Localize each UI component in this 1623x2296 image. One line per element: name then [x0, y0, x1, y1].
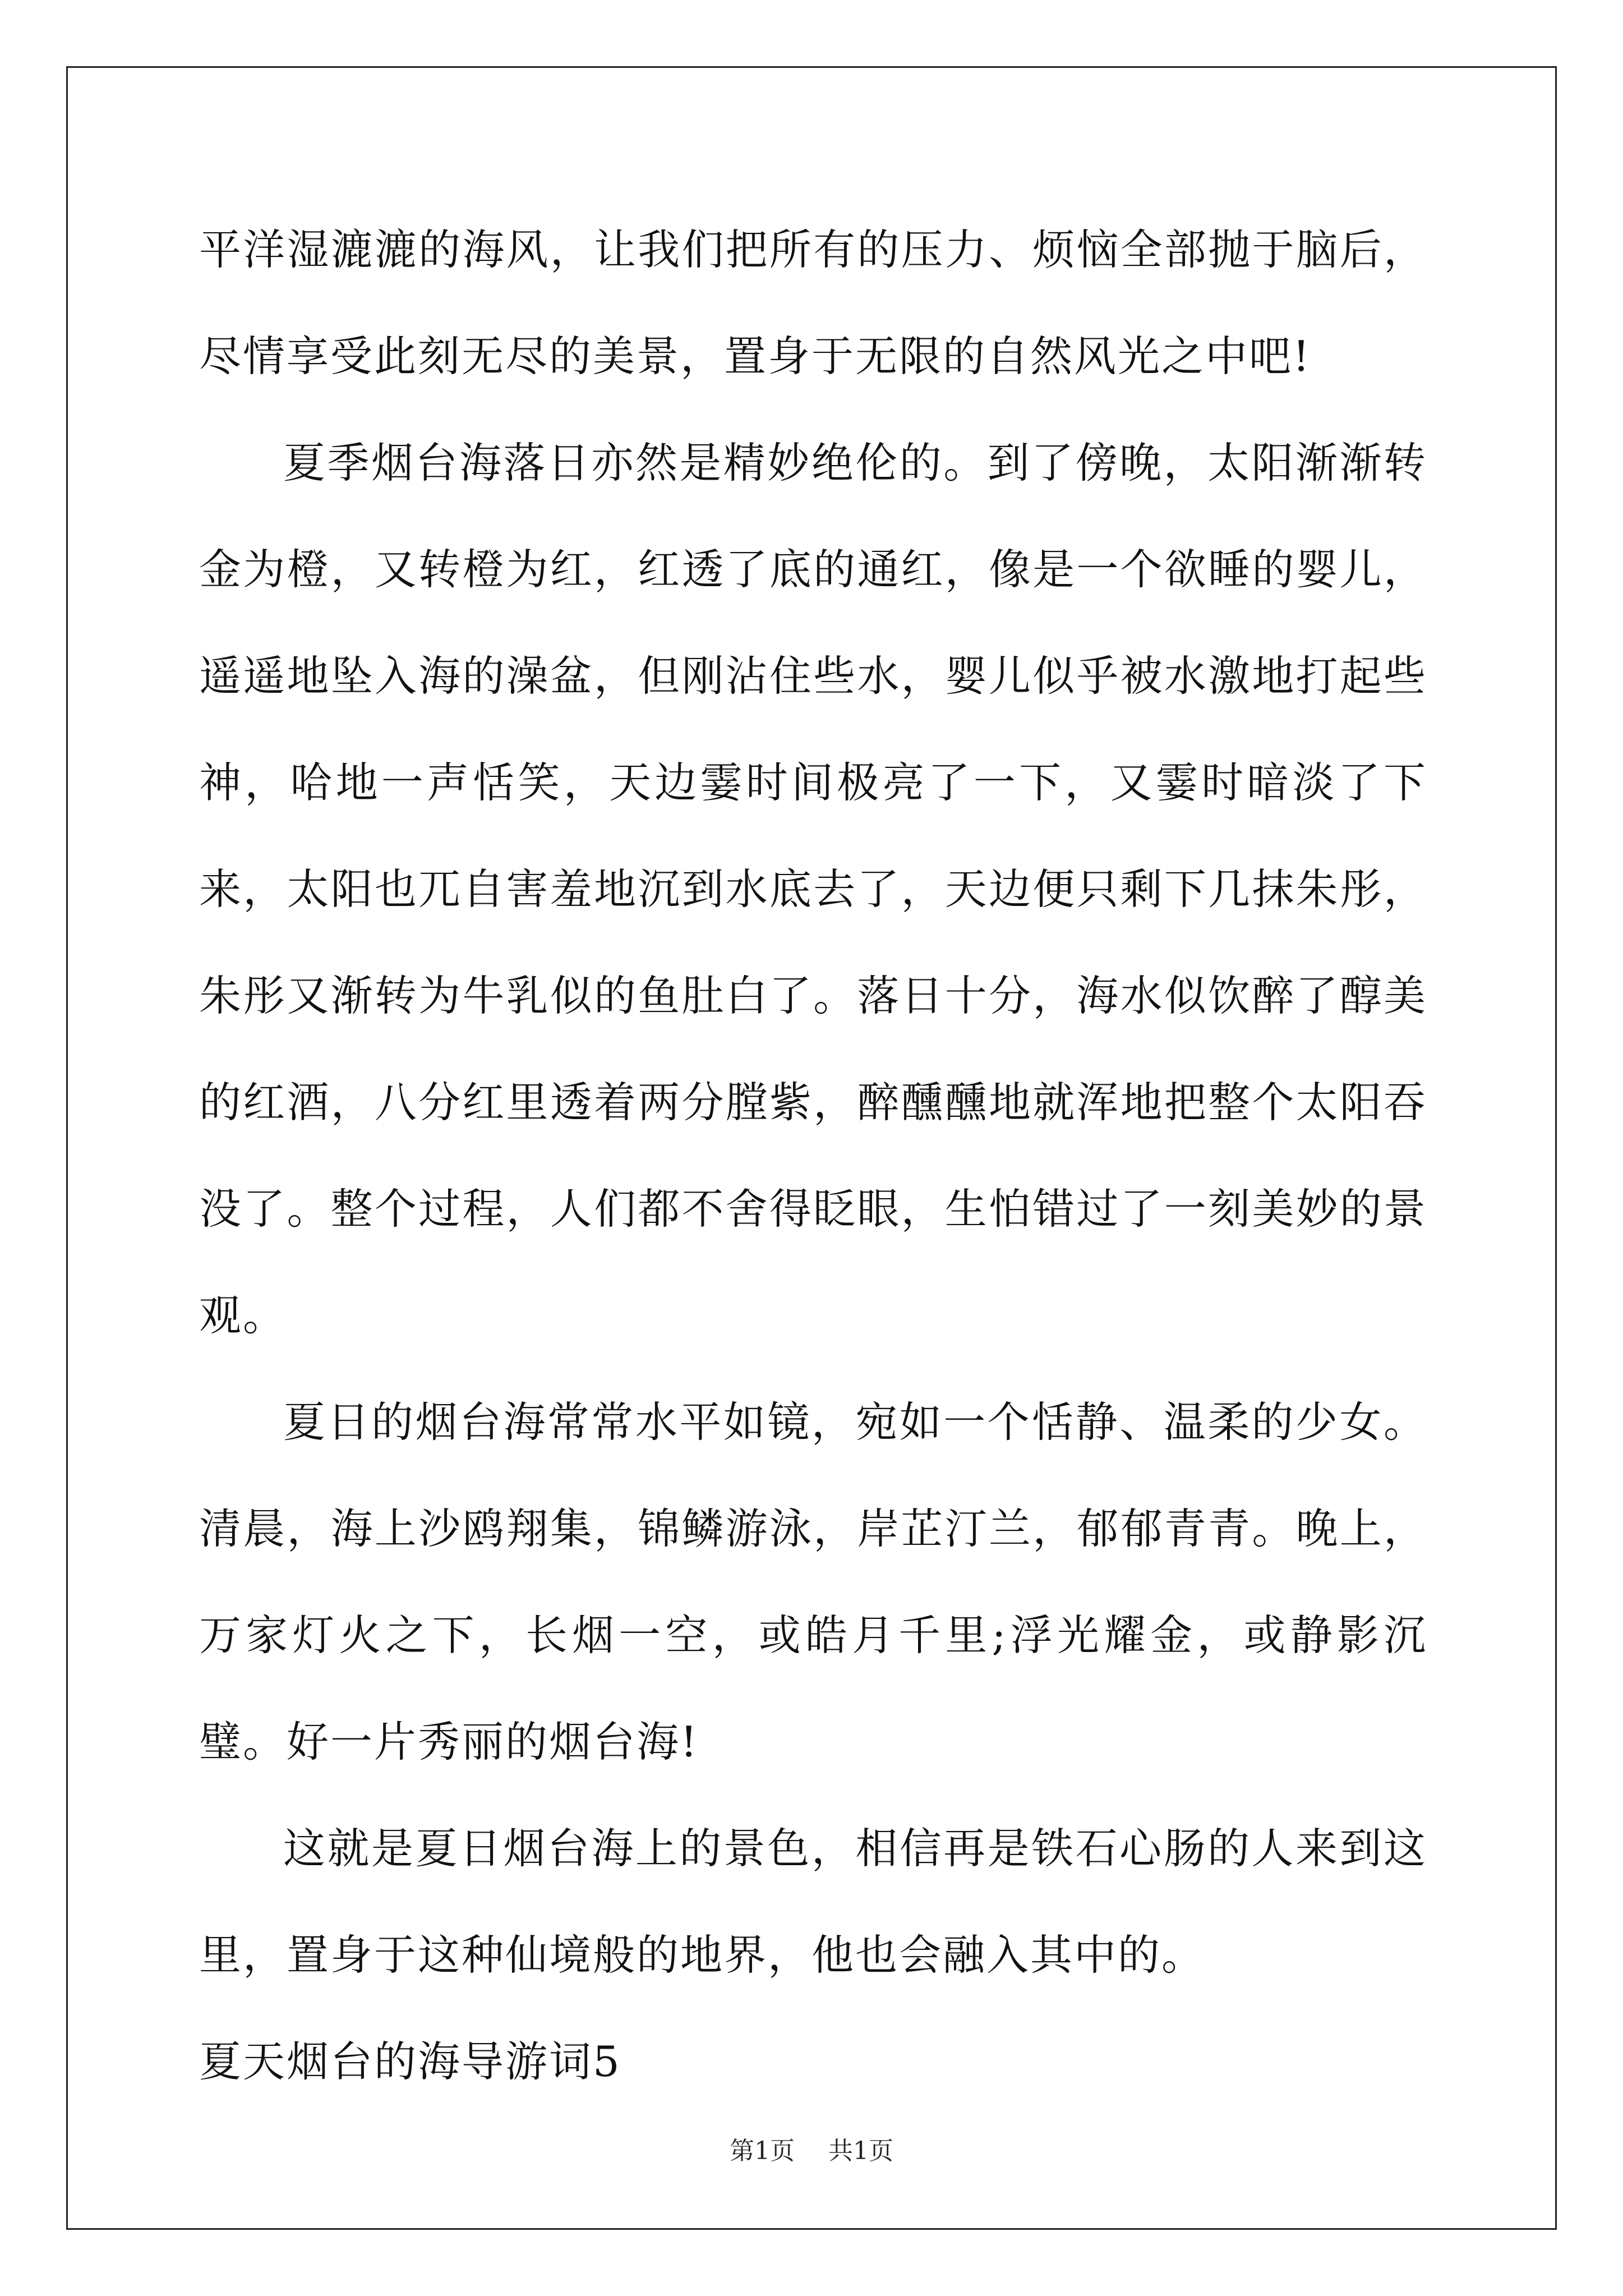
page-total: 共1页	[828, 2137, 893, 2165]
section-heading: 夏天烟台的海导游词5	[199, 2037, 621, 2086]
paragraph-2: 夏季烟台海落日亦然是精妙绝伦的。到了傍晚，太阳渐渐转金为橙，又转橙为红，红透了底的通红，像是一个欲睡的婴儿，遥遥地坠入海的澡盆，但刚沾住些水，婴儿似乎被水激地打起些神，哈地一声恬笑，天边霎时间极亮了一下，又霎时暗淡了下来，太阳也兀自害羞地沉到水底去了，天边便只剩下几抹朱彤，朱彤又渐转为牛乳似的鱼肚白了。落日十分，海水似饮醉了醇美的红酒，八分红里透着两分膛紫，醉醺醺地就浑地把整个太阳吞没了。整个过程，人们都不舍得眨眼，生怕错过了一刻美妙的景观。	[199, 438, 1427, 1340]
paragraph-3: 夏日的烟台海常常水平如镜，宛如一个恬静、温柔的少女。清晨，海上沙鸥翔集，锦鳞游泳，岸芷汀兰，郁郁青青。晚上，万家灯火之下，长烟一空，或皓月千里;浮光耀金，或静影沉璧。好一片秀丽的烟台海!	[199, 1397, 1427, 1766]
document-body	[199, 196, 1427, 2115]
paragraph-1: 平洋湿漉漉的海风，让我们把所有的压力、烦恼全部抛于脑后，尽情享受此刻无尽的美景，置身于无限的自然风光之中吧!	[199, 225, 1427, 381]
page-footer	[0, 2131, 1623, 2166]
paragraph-4: 这就是夏日烟台海上的景色，相信再是铁石心肠的人来到这里，置身于这种仙境般的地界，他也会融入其中的。	[199, 1824, 1427, 1980]
page-number: 第1页	[730, 2137, 795, 2165]
